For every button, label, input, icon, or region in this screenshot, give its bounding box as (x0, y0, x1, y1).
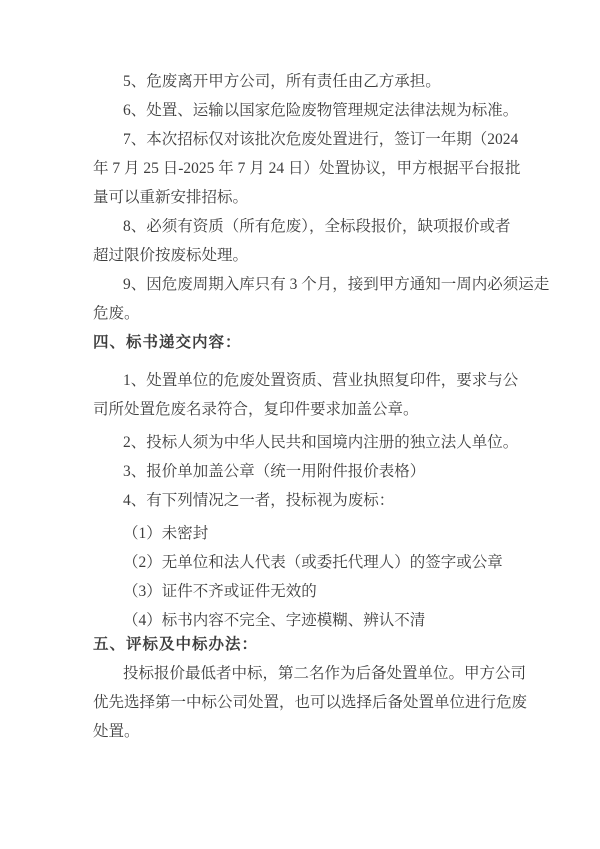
text-line: 投标报价最低者中标，第二名作为后备处置单位。甲方公司 (123, 665, 527, 682)
text-line: 司所处置危废名录符合，复印件要求加盖公章。 (93, 401, 419, 418)
paragraph-submission-item-1 (93, 366, 519, 424)
text-line: （2）无单位和法人代表（或委托代理人）的签字或公章 (123, 554, 503, 571)
paragraph-invalid-bid-case-2 (93, 548, 512, 577)
text-line: 4、有下列情况之一者，投标视为废标： (123, 492, 395, 509)
text-line: 6、处置、运输以国家危险废物管理规定法律法规为标准。 (123, 102, 519, 119)
paragraph-submission-item-4 (93, 486, 512, 515)
text-line: 四、标书递交内容： (93, 334, 242, 351)
text-line: 五、评标及中标办法： (93, 636, 259, 653)
text-line: 优先选择第一中标公司处置，也可以选择后备处置单位进行危废 (93, 694, 528, 711)
document-content (93, 67, 550, 746)
text-line: 2、投标人须为中华人民共和国境内注册的独立法人单位。 (123, 434, 519, 451)
text-line: 危废。 (93, 305, 140, 322)
paragraph-general-item-6 (93, 96, 519, 125)
text-line: （4）标书内容不完全、字迹模糊、辨认不清 (123, 612, 426, 629)
paragraph-general-item-9 (93, 270, 550, 328)
text-line: 5、危废离开甲方公司，所有责任由乙方承担。 (123, 73, 441, 90)
text-line: 3、报价单加盖公章（统一用附件报价表格） (123, 463, 426, 480)
paragraph-section-4-heading (93, 328, 512, 357)
paragraph-award-method-paragraph (93, 659, 528, 746)
paragraph-general-item-8 (93, 212, 512, 270)
paragraph-submission-item-3 (93, 457, 512, 486)
text-line: 7、本次招标仅对该批次危废处置进行，签订一年期（2024 (123, 131, 519, 148)
text-line: 1、处置单位的危废处置资质、营业执照复印件，要求与公 (123, 372, 519, 389)
paragraph-general-item-7 (93, 125, 521, 212)
text-line: （1）未密封 (123, 525, 209, 542)
paragraph-general-item-5 (93, 67, 512, 96)
text-line: 超过限价按废标处理。 (93, 247, 249, 264)
paragraph-invalid-bid-case-1 (93, 519, 512, 548)
paragraph-invalid-bid-case-3 (93, 577, 512, 606)
text-line: 处置。 (93, 723, 140, 740)
text-line: 8、必须有资质（所有危废），全标段报价，缺项报价或者 (123, 218, 511, 235)
text-line: 年 7 月 25 日-2025 年 7 月 24 日）处置协议，甲方根据平台报批 (93, 160, 521, 177)
text-line: 9、因危废周期入库只有 3 个月，接到甲方通知一周内必须运走 (123, 276, 550, 293)
paragraph-submission-item-2 (93, 428, 519, 457)
text-line: （3）证件不齐或证件无效的 (123, 583, 317, 600)
text-line: 量可以重新安排招标。 (93, 189, 249, 206)
